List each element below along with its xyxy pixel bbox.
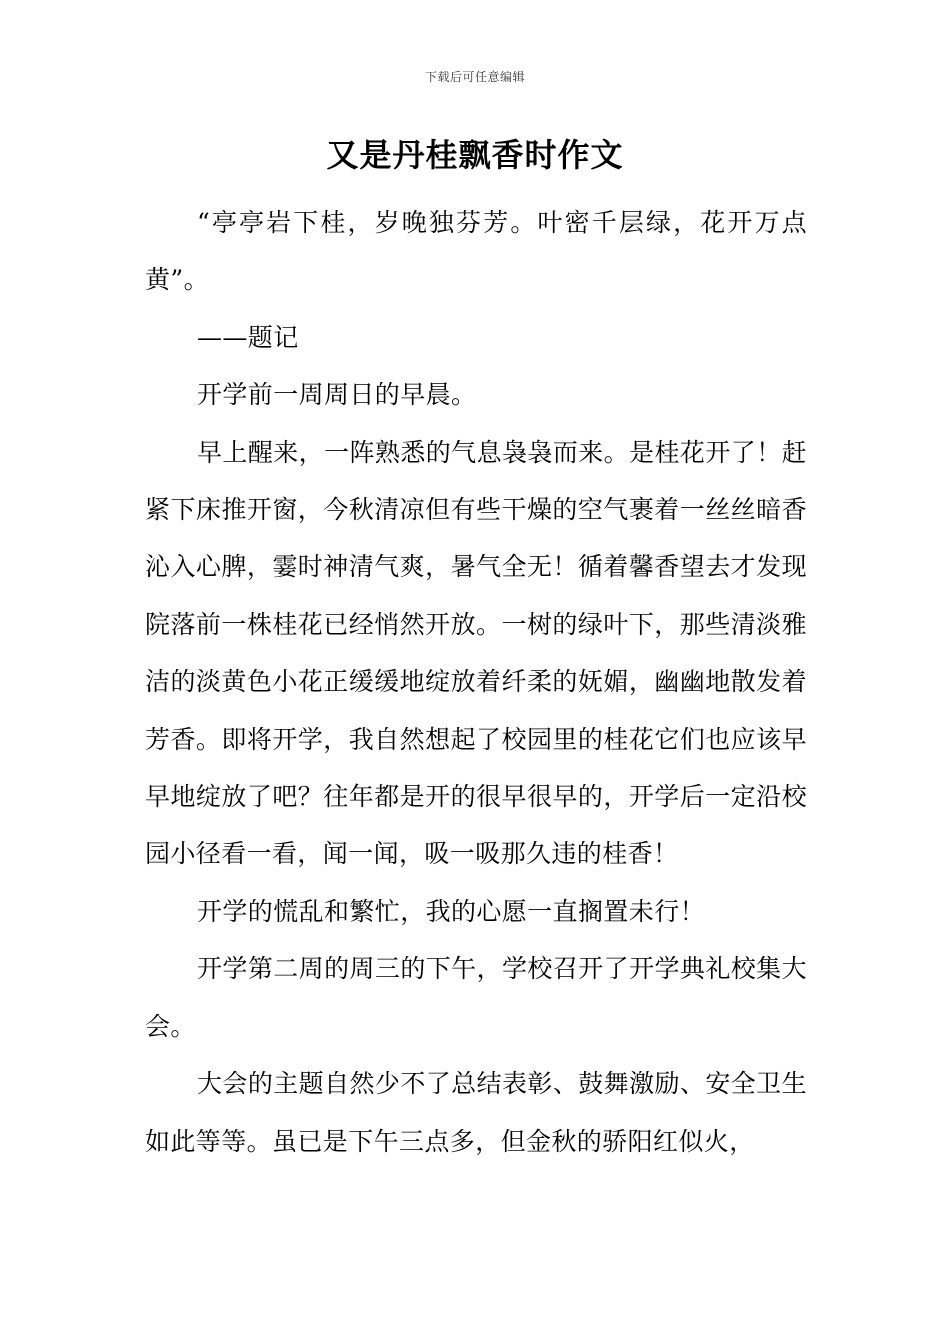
- paragraph: 开学前一周周日的早晨。: [197, 380, 477, 410]
- header-note: 下载后可任意编辑: [424, 70, 525, 84]
- paragraph: 大会的主题自然少不了总结表彰、鼓舞激励、安全卫生如此等等。虽已是下午三点多，但金秋的骄阳红似火，: [145, 1069, 807, 1156]
- document-title: 又是丹桂飘香时作文: [326, 136, 624, 174]
- paragraph: 早上醒来，一阵熟悉的气息袅袅而来。是桂花开了！赶紧下床推开窗，今秋清凉但有些干燥的空气裹着一丝丝暗香沁入心脾，霎时神清气爽，暑气全无！循着馨香望去才发现院落前一株桂花已经悄然开放。一树的绿叶下，那些清淡雅洁的淡黄色小花正缓缓地绽放着纤柔的妩媚，幽幽地散发着芳香。即将开学，我自然想起了校园里的桂花它们也应该早早地绽放了吧？往年都是开的很早很早的，开学后一定沿校园小径看一看，闻一闻，吸一吸那久违的桂香！: [145, 437, 807, 869]
- paragraph: 开学的慌乱和繁忙，我的心愿一直搁置未行！: [197, 896, 706, 926]
- document-body: [145, 194, 807, 1170]
- paragraph: 开学第二周的周三的下午，学校召开了开学典礼校集大会。: [145, 954, 807, 1041]
- paragraph-epigraph: “亭亭岩下桂，岁晚独芬芳。叶密千层绿，花开万点黄”。: [145, 208, 807, 295]
- paragraph-epigraph-source: ——题记: [197, 322, 299, 352]
